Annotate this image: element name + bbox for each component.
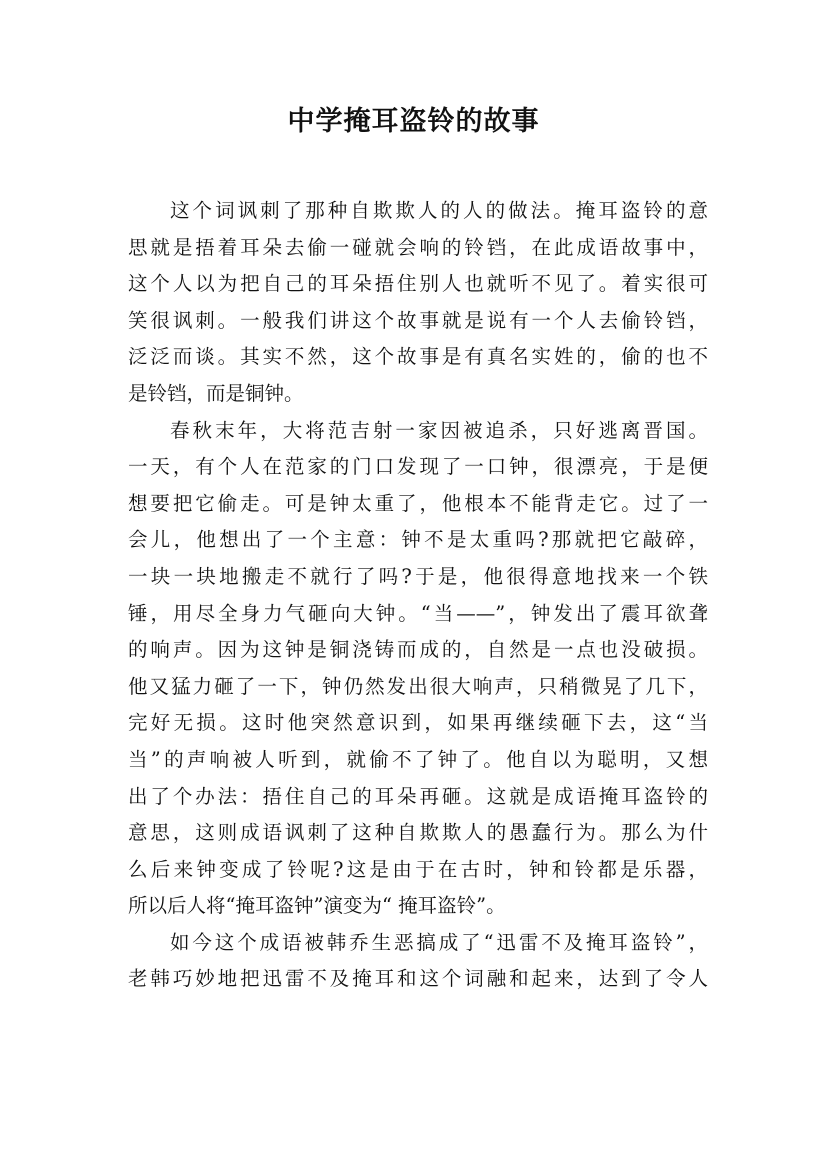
paragraph-line: 么后来钟变成了铃呢?这是由于在古时，钟和铃都是乐器， (128, 857, 708, 881)
paragraph-2 (128, 413, 708, 925)
paragraph-line: 完好无损。这时他突然意识到，如果再继续砸下去，这“当 (128, 711, 708, 735)
paragraph-line: 一块一块地搬走不就行了吗?于是，他很得意地找来一个铁 (128, 564, 708, 588)
paragraph-line: 思就是捂着耳朵去偷一碰就会响的铃铛，在此成语故事中， (128, 235, 708, 259)
paragraph-line: 当”的声响被人听到，就偷不了钟了。他自以为聪明，又想 (128, 747, 708, 771)
paragraph-line: 锤，用尽全身力气砸向大钟。“当——”，钟发出了震耳欲聋 (128, 601, 708, 625)
paragraph-line: 如今这个成语被韩乔生恶搞成了“迅雷不及掩耳盗铃”， (170, 930, 708, 954)
paragraph-line: 他又猛力砸了一下，钟仍然发出很大响声，只稍微晃了几下， (128, 674, 708, 698)
document-title: 中学掩耳盗铃的故事 (287, 106, 540, 137)
paragraph-1 (128, 193, 708, 413)
paragraph-line: 会儿，他想出了一个主意：钟不是太重吗?那就把它敲碎， (128, 528, 708, 552)
paragraph-line: 一天，有个人在范家的门口发现了一口钟，很漂亮，于是便 (128, 455, 708, 479)
paragraph-line: 这个人以为把自己的耳朵捂住别人也就听不见了。着实很可 (128, 272, 708, 296)
paragraph-line: 的响声。因为这钟是铜浇铸而成的，自然是一点也没破损。 (128, 638, 708, 662)
paragraph-3 (128, 925, 708, 998)
paragraph-line: 是铃铛，而是铜钟。 (128, 381, 304, 405)
paragraph-line: 这个词讽刺了那种自欺欺人的人的做法。掩耳盗铃的意 (170, 199, 708, 222)
paragraph-line: 想要把它偷走。可是钟太重了，他根本不能背走它。过了一 (128, 491, 708, 515)
paragraph-line: 泛泛而谈。其实不然，这个故事是有真名实姓的，偷的也不 (128, 345, 708, 369)
paragraph-line: 出了个办法：捂住自己的耳朵再砸。这就是成语掩耳盗铃的 (128, 784, 708, 808)
paragraph-line: 笑很讽刺。一般我们讲这个故事就是说有一个人去偷铃铛， (128, 308, 708, 332)
paragraph-line: 春秋末年，大将范吉射一家因被追杀，只好逃离晋国。 (170, 418, 708, 442)
document-body (128, 193, 708, 998)
paragraph-line: 意思，这则成语讽刺了这种自欺欺人的愚蠢行为。那么为什 (128, 821, 708, 845)
paragraph-line: 所以后人将“掩耳盗钟”演变为“ 掩耳盗铃”。 (128, 894, 506, 918)
paragraph-line: 老韩巧妙地把迅雷不及掩耳和这个词融和起来，达到了令人 (128, 967, 708, 991)
